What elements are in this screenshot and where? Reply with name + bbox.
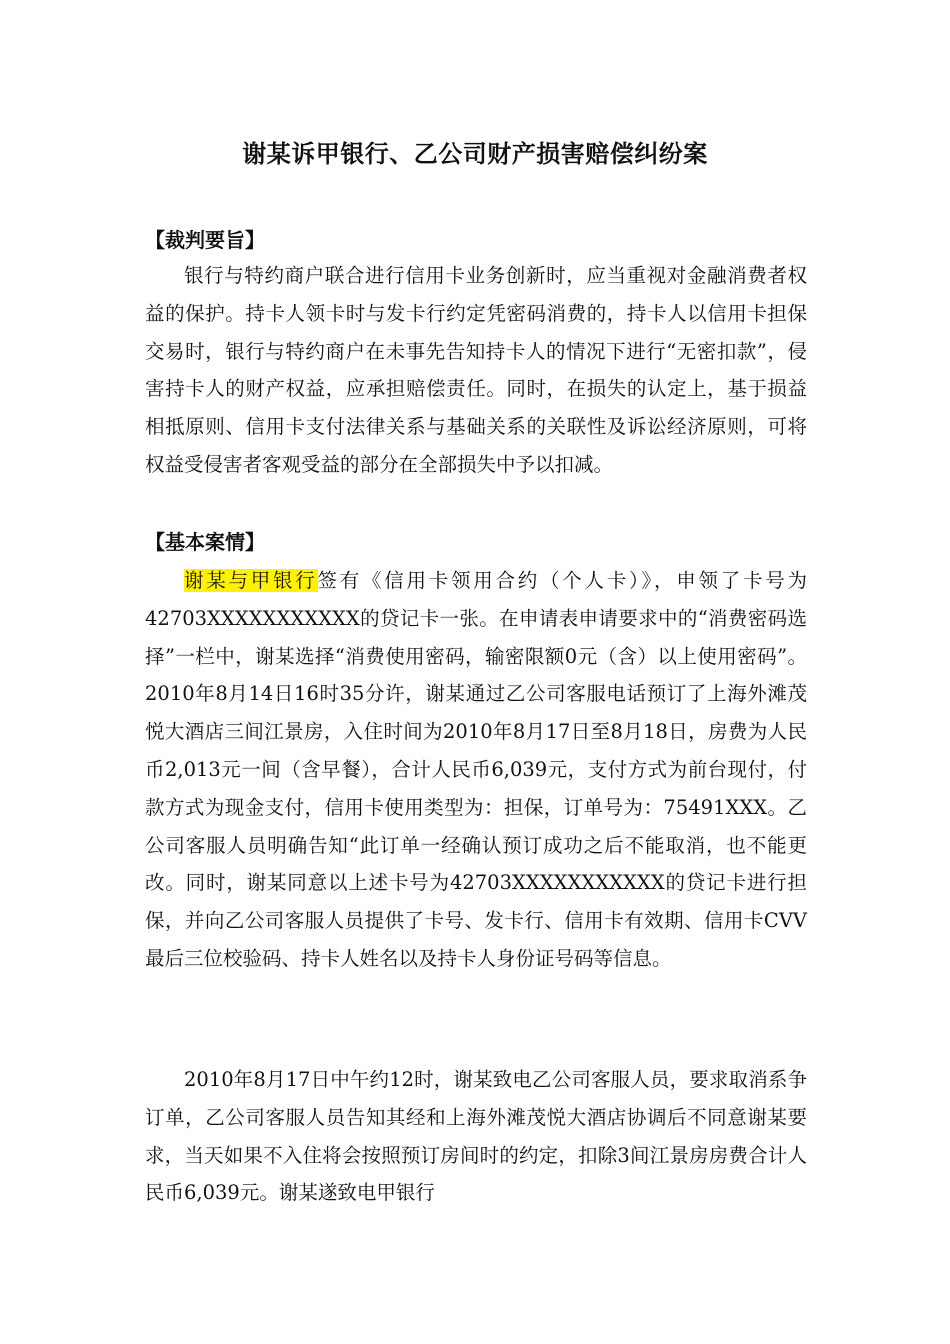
basic-facts-paragraph-1 — [145, 562, 807, 978]
highlighted-text: 谢某与甲银行 — [184, 569, 318, 592]
basic-facts-paragraph-2: 2010年8月17日中午约12时，谢某致电乙公司客服人员，要求取消系争订单，乙公司客服人员告知其经和上海外滩茂悦大酒店协调后不同意谢某要求，当天如果不入住将会按照预订房间时的约定，扣除3间江景房房费合计人民币6,039元。谢某遂致电甲银行 — [145, 1068, 807, 1205]
section-heading-ruling-gist: 【裁判要旨】 — [145, 228, 265, 252]
document-title: 谢某诉甲银行、乙公司财产损害赔偿纠纷案 — [242, 140, 708, 168]
basic-facts-paragraph-1-text: 签有《信用卡领用合约（个人卡）》，申领了卡号为42703XXXXXXXXXXX的贷记卡一张。在申请表申请要求中的“消费密码选择”一栏中，谢某选择“消费使用密码，输密限额0元（含）以上使用密码”。2010年8月14日16时35分许，谢某通过乙公司客服电话预订了上海外滩茂悦大酒店三间江景房，入住时间为2010年8月17日至8月18日，房费为人民币2,013元一间（含早餐），合计人民币6,039元，支付方式为前台现付，付款方式为现金支付，信用卡使用类型为：担保，订单号为：75491XXX。乙公司客服人员明确告知“此订单一经确认预订成功之后不能取消，也不能更改。同时，谢某同意以上述卡号为42703XXXXXXXXXXX的贷记卡进行担保，并向乙公司客服人员提供了卡号、发卡行、信用卡有效期、信用卡CVV最后三位校验码、持卡人姓名以及持卡人身份证号码等信息。 — [145, 569, 807, 970]
section-heading-basic-facts: 【基本案情】 — [145, 530, 265, 554]
ruling-gist-paragraph: 银行与特约商户联合进行信用卡业务创新时，应当重视对金融消费者权益的保护。持卡人领卡时与发卡行约定凭密码消费的，持卡人以信用卡担保交易时，银行与特约商户在未事先告知持卡人的情况下进行“无密扣款”，侵害持卡人的财产权益，应承担赔偿责任。同时，在损失的认定上，基于损益相抵原则、信用卡支付法律关系与基础关系的关联性及诉讼经济原则，可将权益受侵害者客观受益的部分在全部损失中予以扣减。 — [145, 264, 807, 476]
